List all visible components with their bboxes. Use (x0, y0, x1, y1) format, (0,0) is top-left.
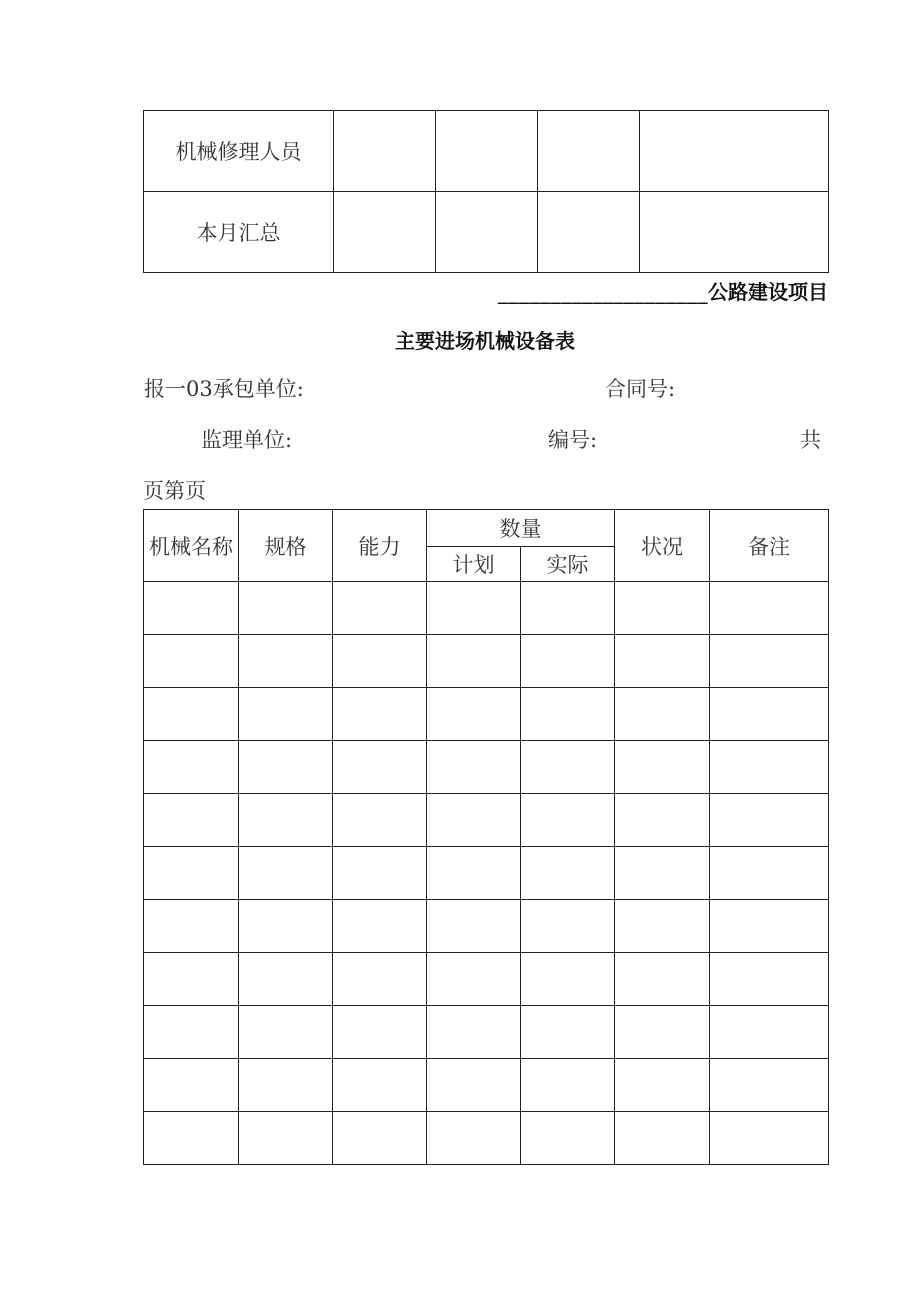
table-row (144, 192, 829, 273)
total-label: 共 (800, 428, 821, 452)
header-status: 状况 (615, 510, 710, 582)
table-cell (615, 1059, 710, 1112)
table-cell (521, 635, 615, 688)
table-cell (640, 111, 829, 192)
table-cell (144, 1006, 239, 1059)
table-cell (239, 1059, 333, 1112)
table-cell (538, 111, 640, 192)
table-cell (144, 1059, 239, 1112)
table-cell (333, 741, 427, 794)
table-cell (521, 1059, 615, 1112)
table-cell (521, 794, 615, 847)
table-cell (144, 900, 239, 953)
table-cell (615, 582, 710, 635)
table-cell (239, 582, 333, 635)
table-row (144, 953, 829, 1006)
table-cell (710, 582, 829, 635)
table-cell (521, 847, 615, 900)
table-cell (710, 794, 829, 847)
table-cell (144, 741, 239, 794)
table-cell (710, 847, 829, 900)
project-line (498, 276, 828, 305)
table-cell (427, 741, 521, 794)
header-actual: 实际 (521, 547, 615, 582)
summary-table (143, 110, 829, 273)
table-cell (521, 953, 615, 1006)
table-cell (521, 900, 615, 953)
table-cell (427, 582, 521, 635)
table-cell (427, 794, 521, 847)
header-spec: 规格 (239, 510, 333, 582)
page-label: 页第页 (143, 479, 206, 503)
table-cell (427, 847, 521, 900)
table-cell (521, 688, 615, 741)
table-row (144, 847, 829, 900)
table-cell (334, 192, 436, 273)
table-body (144, 582, 829, 1165)
table-row (144, 794, 829, 847)
row-label: 机械修理人员 (144, 111, 334, 192)
table-cell (333, 1059, 427, 1112)
table-cell (427, 1006, 521, 1059)
table-row (144, 1006, 829, 1059)
equipment-table (143, 509, 829, 1165)
table-cell (144, 688, 239, 741)
table-cell (436, 111, 538, 192)
supervisor-label: 监理单位: (201, 428, 293, 452)
table-cell (239, 635, 333, 688)
table-cell (239, 1112, 333, 1165)
table-cell (615, 1006, 710, 1059)
table-cell (427, 1112, 521, 1165)
table-cell (710, 688, 829, 741)
table-cell (239, 688, 333, 741)
table-cell (333, 688, 427, 741)
table-cell (239, 847, 333, 900)
table-row (144, 582, 829, 635)
header-capacity: 能力 (333, 510, 427, 582)
table-cell (144, 582, 239, 635)
table-cell (333, 953, 427, 1006)
table-cell (239, 794, 333, 847)
header-remarks: 备注 (710, 510, 829, 582)
table-cell (239, 900, 333, 953)
table-cell (333, 635, 427, 688)
table-cell (615, 688, 710, 741)
table-cell (427, 635, 521, 688)
project-blank: ____________________ (498, 280, 708, 304)
contractor-label: 承包单位: (212, 377, 304, 401)
table-row (144, 1112, 829, 1165)
table-cell (710, 900, 829, 953)
table-cell (239, 1006, 333, 1059)
table-cell (710, 1059, 829, 1112)
table-cell (710, 1112, 829, 1165)
table-cell (427, 953, 521, 1006)
table-cell (615, 953, 710, 1006)
table-row (144, 900, 829, 953)
table-row (144, 741, 829, 794)
table-cell (710, 741, 829, 794)
table-cell (615, 794, 710, 847)
table-cell (333, 1112, 427, 1165)
header-planned: 计划 (427, 547, 521, 582)
table-row (144, 1059, 829, 1112)
table-row (144, 111, 829, 192)
table-cell (427, 900, 521, 953)
table-cell (640, 192, 829, 273)
table-cell (144, 794, 239, 847)
page-title: 主要进场机械设备表 (395, 329, 575, 353)
header-name: 机械名称 (144, 510, 239, 582)
table-cell (144, 1112, 239, 1165)
table-cell (334, 111, 436, 192)
table-cell (615, 1112, 710, 1165)
table-cell (710, 1006, 829, 1059)
table-cell (239, 953, 333, 1006)
table-cell (333, 847, 427, 900)
table-cell (521, 1006, 615, 1059)
header-quantity: 数量 (427, 510, 615, 547)
number-label: 编号: (548, 428, 598, 452)
table-cell (521, 582, 615, 635)
table-cell (521, 1112, 615, 1165)
table-cell (521, 741, 615, 794)
table-cell (333, 794, 427, 847)
table-cell (144, 847, 239, 900)
table-cell (333, 582, 427, 635)
table-row (144, 688, 829, 741)
contract-no-label: 合同号: (605, 377, 676, 401)
table-cell (333, 900, 427, 953)
header-row (144, 510, 829, 547)
table-cell (710, 635, 829, 688)
table-cell (436, 192, 538, 273)
table-cell (333, 1006, 427, 1059)
table-cell (144, 635, 239, 688)
row-label: 本月汇总 (144, 192, 334, 273)
table-cell (615, 741, 710, 794)
table-cell (427, 1059, 521, 1112)
table-cell (615, 635, 710, 688)
table-cell (427, 688, 521, 741)
table-cell (239, 741, 333, 794)
form-code-contractor (144, 373, 304, 403)
table-cell (615, 900, 710, 953)
table-cell (615, 847, 710, 900)
table-cell (538, 192, 640, 273)
form-code: 报一03 (144, 377, 213, 401)
table-cell (144, 953, 239, 1006)
table-row (144, 635, 829, 688)
table-cell (710, 953, 829, 1006)
project-suffix: 公路建设项目 (708, 280, 828, 304)
